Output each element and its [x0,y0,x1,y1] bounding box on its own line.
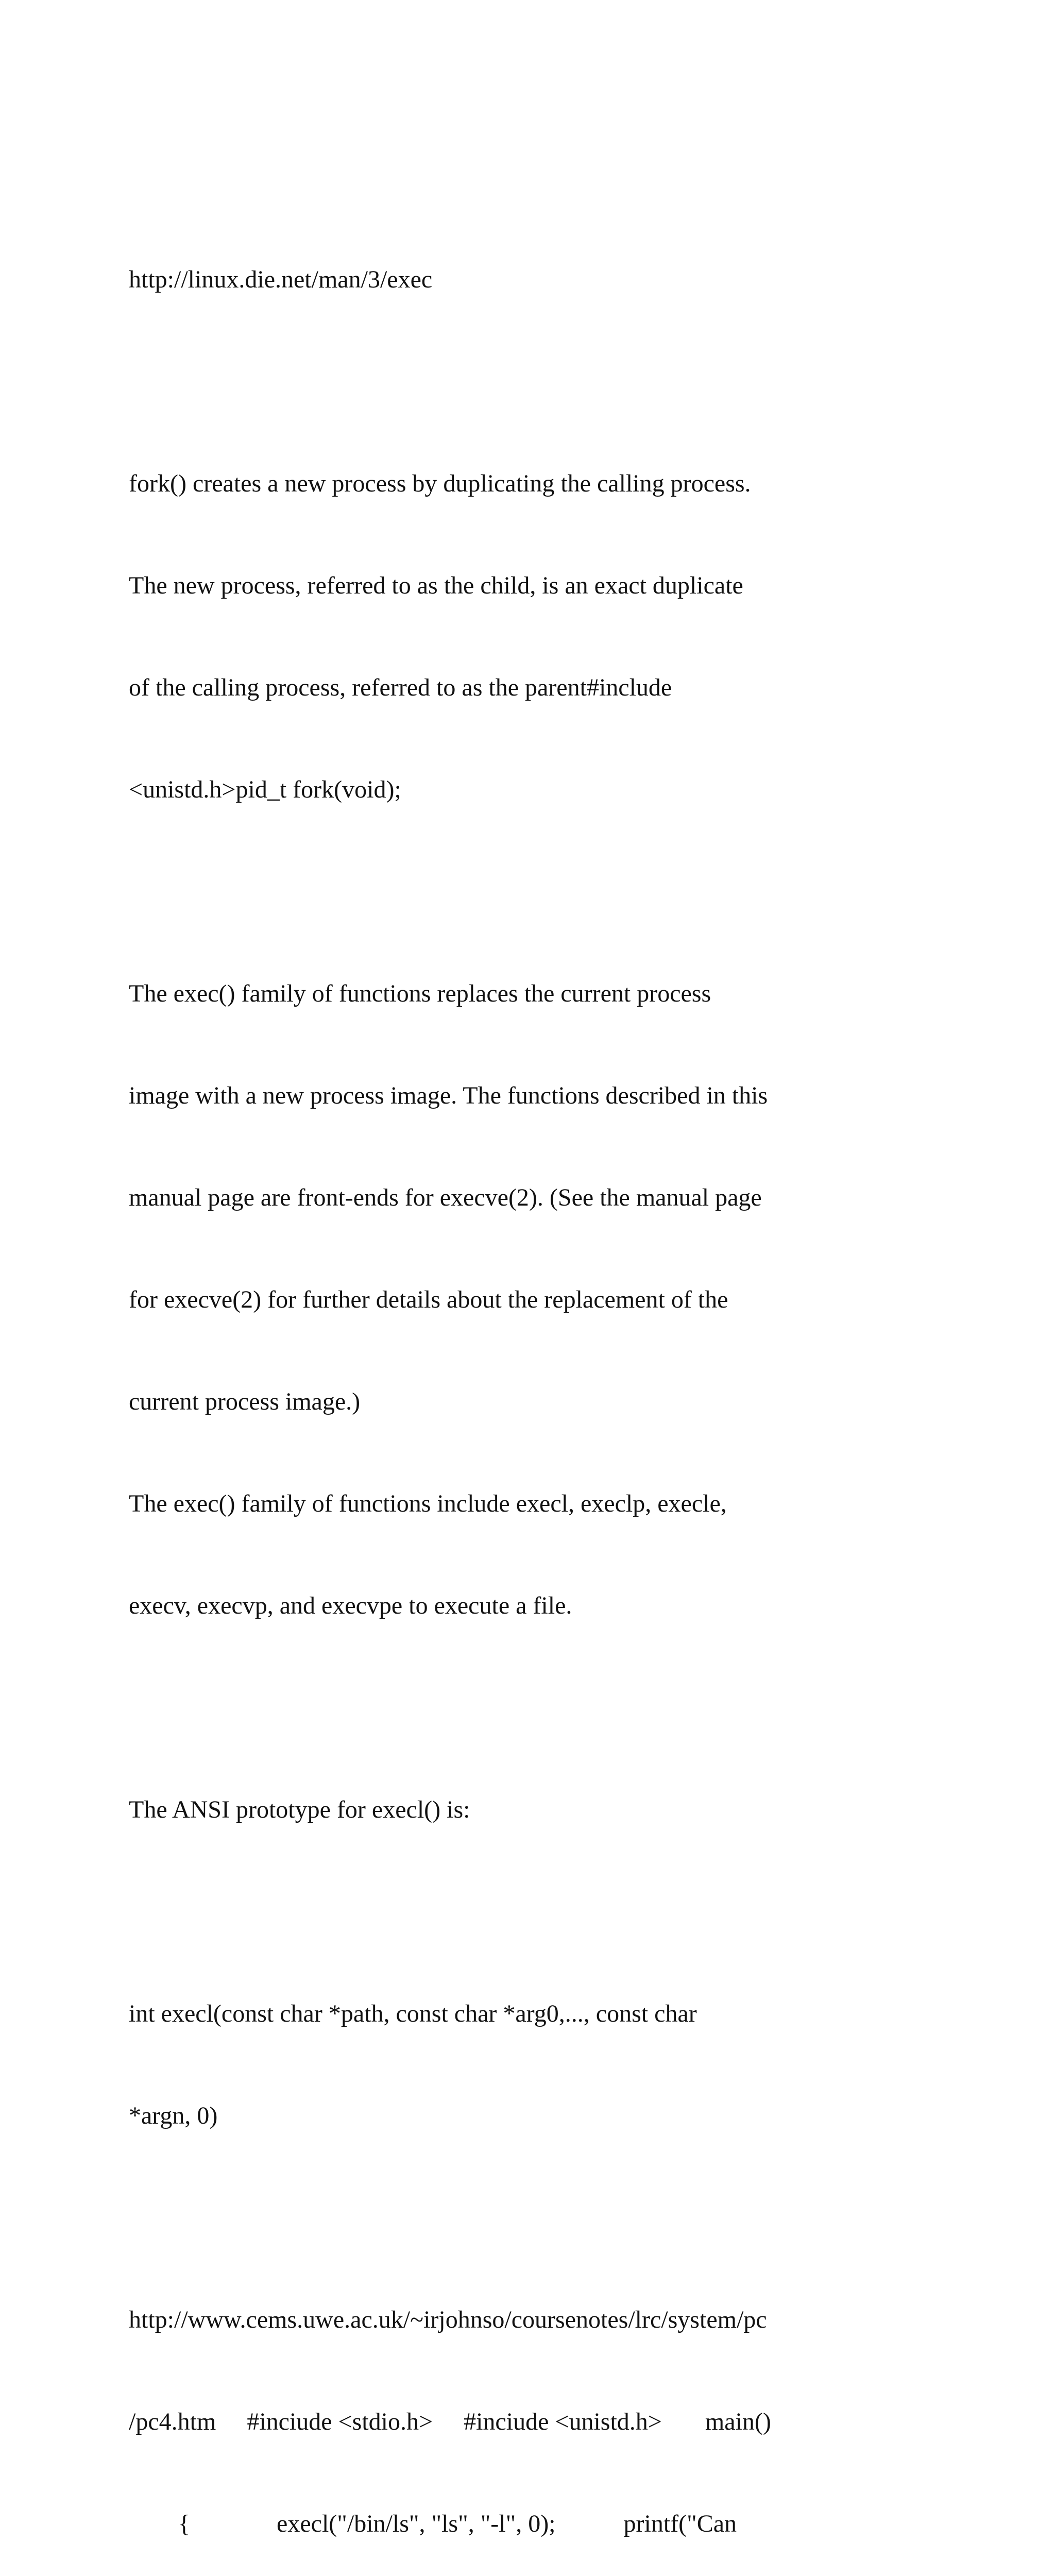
text-line: for execve(2) for further details about the replacement of the [129,1286,728,1313]
text-line: { execl("/bin/ls", "ls", "-l", 0); printf("Can [129,2510,737,2537]
text-line: image with a new process image. The functions described in this [129,1082,768,1109]
text-line: execv, execvp, and execvpe to execute a file. [129,1592,572,1619]
text-line: /pc4.htm #inciude <stdio.h> #inciude <unistd.h> main() [129,2408,771,2435]
text-line: http://www.cems.uwe.ac.uk/~irjohnso/coursenotes/lrc/system/pc [129,2306,767,2333]
text-line: int execl(const char *path, const char *arg0,..., const char [129,2000,697,2027]
text-line: The exec() family of functions replaces the current process [129,980,711,1007]
text-line: fork() creates a new process by duplicating the calling process. [129,470,751,497]
text-line: The new process, referred to as the child, is an exact duplicate [129,572,743,599]
text-line: The exec() family of functions include execl, execlp, execle, [129,1490,727,1517]
text-line: *argn, 0) [129,2102,218,2129]
source-url-linux-die [129,195,943,365]
text-line: of the calling process, referred to as the parent#include [129,674,672,701]
execl-prototype [129,1929,943,2201]
text-line: The ANSI prototype for execl() is: [129,1796,470,1823]
exec-paragraph [129,909,943,1691]
document-page [129,195,943,2576]
fork-paragraph [129,399,943,875]
text-line: current process image.) [129,1388,361,1415]
text-line: manual page are front-ends for execve(2). (See the manual page [129,1184,762,1211]
example-code-block [129,2235,943,2576]
text-line: <unistd.h>pid_t fork(void); [129,776,401,803]
ansi-heading [129,1725,943,1895]
url-line: http://linux.die.net/man/3/exec [129,266,433,293]
